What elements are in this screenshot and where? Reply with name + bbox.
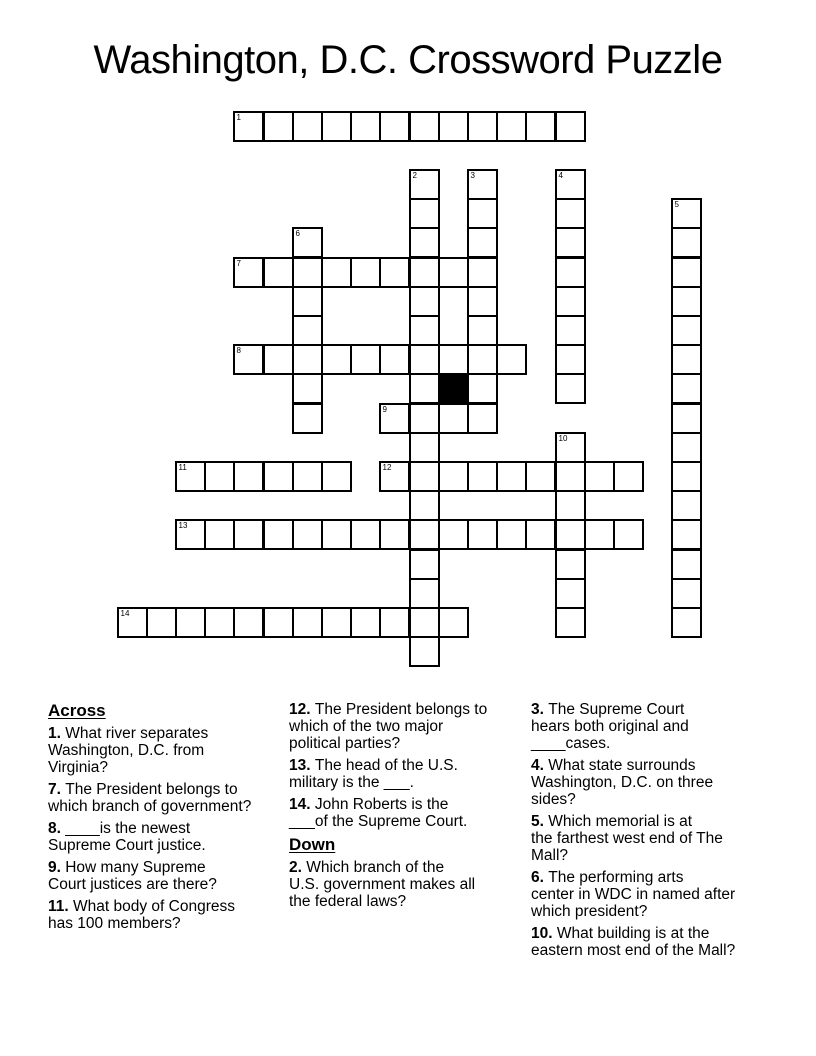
grid-cell[interactable] bbox=[292, 111, 323, 142]
cell-number: 10 bbox=[558, 434, 568, 443]
clue-3: 3. The Supreme Court hears both original and ____cases. bbox=[531, 701, 689, 752]
grid-cell[interactable] bbox=[467, 344, 498, 375]
clue-number: 6. bbox=[531, 869, 549, 886]
grid-cell[interactable] bbox=[263, 257, 294, 288]
grid-cell[interactable] bbox=[409, 461, 440, 492]
cell-number: 5 bbox=[674, 200, 679, 209]
grid-cell[interactable] bbox=[409, 607, 440, 638]
grid-cell[interactable] bbox=[438, 403, 469, 434]
clue-number: 9. bbox=[48, 859, 66, 876]
cell-number: 7 bbox=[236, 259, 241, 268]
clue-9: 9. How many Supreme Court justices are there? bbox=[48, 859, 217, 893]
grid-cell[interactable] bbox=[555, 227, 586, 258]
clue-number: 7. bbox=[48, 781, 66, 798]
clue-column-2 bbox=[289, 701, 539, 915]
black-cell bbox=[438, 373, 469, 404]
across-heading: Across bbox=[48, 701, 106, 720]
cell-number: 6 bbox=[295, 229, 300, 238]
grid-cell[interactable] bbox=[467, 257, 498, 288]
clue-number: 13. bbox=[289, 757, 315, 774]
clue-number: 10. bbox=[531, 925, 557, 942]
grid-cell[interactable] bbox=[379, 461, 410, 492]
cell-number: 3 bbox=[470, 171, 475, 180]
grid-cell[interactable] bbox=[613, 461, 644, 492]
grid-cell[interactable] bbox=[525, 111, 556, 142]
grid-cell[interactable] bbox=[146, 607, 177, 638]
grid-cell[interactable] bbox=[409, 490, 440, 521]
grid-cell[interactable] bbox=[233, 344, 264, 375]
grid-cell[interactable] bbox=[496, 111, 527, 142]
grid-cell[interactable] bbox=[409, 578, 440, 609]
clue-6: 6. The performing arts center in WDC in named after which president? bbox=[531, 869, 736, 920]
grid-cell[interactable] bbox=[321, 607, 352, 638]
grid-cell[interactable] bbox=[175, 519, 206, 550]
grid-cell[interactable] bbox=[233, 257, 264, 288]
grid-cell[interactable] bbox=[438, 111, 469, 142]
grid-cell[interactable] bbox=[671, 607, 702, 638]
grid-cell[interactable] bbox=[555, 607, 586, 638]
grid-cell[interactable] bbox=[350, 519, 381, 550]
grid-cell[interactable] bbox=[292, 315, 323, 346]
clue-column-3 bbox=[531, 701, 781, 964]
grid-cell[interactable] bbox=[204, 607, 235, 638]
grid-cell[interactable] bbox=[438, 257, 469, 288]
grid-cell[interactable] bbox=[263, 519, 294, 550]
clue-number: 8. bbox=[48, 820, 66, 837]
grid-cell[interactable] bbox=[233, 607, 264, 638]
grid-cell[interactable] bbox=[379, 111, 410, 142]
grid-cell[interactable] bbox=[117, 607, 148, 638]
grid-cell[interactable] bbox=[175, 461, 206, 492]
grid-cell[interactable] bbox=[292, 286, 323, 317]
cell-number: 8 bbox=[236, 346, 241, 355]
grid-cell[interactable] bbox=[555, 315, 586, 346]
clue-number: 12. bbox=[289, 701, 315, 718]
grid-cell[interactable] bbox=[555, 286, 586, 317]
grid-cell[interactable] bbox=[555, 490, 586, 521]
grid-cell[interactable] bbox=[555, 549, 586, 580]
grid-cell[interactable] bbox=[555, 373, 586, 404]
grid-cell[interactable] bbox=[409, 432, 440, 463]
grid-cell[interactable] bbox=[175, 607, 206, 638]
cell-number: 11 bbox=[178, 463, 187, 472]
clue-column-1 bbox=[48, 701, 298, 937]
clue-12: 12. The President belongs to which of the two major political parties? bbox=[289, 701, 488, 752]
grid-cell[interactable] bbox=[409, 257, 440, 288]
grid-cell[interactable] bbox=[409, 636, 440, 667]
grid-cell[interactable] bbox=[525, 519, 556, 550]
grid-cell[interactable] bbox=[555, 344, 586, 375]
grid-cell[interactable] bbox=[467, 519, 498, 550]
clue-number: 4. bbox=[531, 757, 549, 774]
grid-cell[interactable] bbox=[584, 519, 615, 550]
clues-section bbox=[0, 701, 816, 1001]
grid-cell[interactable] bbox=[671, 490, 702, 521]
grid-cell[interactable] bbox=[379, 607, 410, 638]
grid-cell[interactable] bbox=[671, 286, 702, 317]
grid-cell[interactable] bbox=[496, 519, 527, 550]
grid-cell[interactable] bbox=[292, 519, 323, 550]
cell-number: 13 bbox=[178, 521, 188, 530]
grid-cell[interactable] bbox=[671, 403, 702, 434]
grid-cell[interactable] bbox=[292, 373, 323, 404]
grid-cell[interactable] bbox=[555, 432, 586, 463]
cell-number: 14 bbox=[120, 609, 130, 618]
grid-cell[interactable] bbox=[555, 461, 586, 492]
grid-cell[interactable] bbox=[292, 461, 323, 492]
grid-cell[interactable] bbox=[379, 519, 410, 550]
grid-cell[interactable] bbox=[467, 403, 498, 434]
grid-cell[interactable] bbox=[671, 461, 702, 492]
grid-cell[interactable] bbox=[321, 519, 352, 550]
grid-cell[interactable] bbox=[263, 111, 294, 142]
grid-cell[interactable] bbox=[438, 461, 469, 492]
cell-number: 12 bbox=[382, 463, 392, 472]
grid-cell[interactable] bbox=[263, 607, 294, 638]
grid-cell[interactable] bbox=[467, 461, 498, 492]
down-heading: Down bbox=[289, 835, 336, 854]
clue-11: 11. What body of Congress has 100 members? bbox=[48, 898, 235, 932]
clue-2: 2. Which branch of the U.S. government makes all the federal laws? bbox=[289, 859, 476, 910]
grid-cell[interactable] bbox=[496, 344, 527, 375]
grid-cell[interactable] bbox=[350, 607, 381, 638]
cell-number: 2 bbox=[412, 171, 417, 180]
grid-cell[interactable] bbox=[496, 461, 527, 492]
grid-cell[interactable] bbox=[467, 111, 498, 142]
grid-cell[interactable] bbox=[409, 344, 440, 375]
grid-cell[interactable] bbox=[292, 257, 323, 288]
grid-cell[interactable] bbox=[467, 286, 498, 317]
grid-cell[interactable] bbox=[438, 344, 469, 375]
grid-cell[interactable] bbox=[292, 344, 323, 375]
clue-14: 14. John Roberts is the ___of the Supreme Court. bbox=[289, 796, 468, 830]
grid-cell[interactable] bbox=[292, 403, 323, 434]
grid-cell[interactable] bbox=[671, 432, 702, 463]
cell-number: 4 bbox=[558, 171, 563, 180]
grid-cell[interactable] bbox=[263, 344, 294, 375]
grid-cell[interactable] bbox=[233, 519, 264, 550]
grid-cell[interactable] bbox=[321, 344, 352, 375]
grid-cell[interactable] bbox=[409, 111, 440, 142]
grid-cell[interactable] bbox=[671, 344, 702, 375]
grid-cell[interactable] bbox=[555, 257, 586, 288]
grid-cell[interactable] bbox=[409, 198, 440, 229]
grid-cell[interactable] bbox=[555, 169, 586, 200]
clue-4: 4. What state surrounds Washington, D.C. on three sides? bbox=[531, 757, 714, 808]
grid-cell[interactable] bbox=[467, 227, 498, 258]
grid-cell[interactable] bbox=[671, 578, 702, 609]
grid-cell[interactable] bbox=[292, 227, 323, 258]
clue-8: 8. ____is the newest Supreme Court justice. bbox=[48, 820, 206, 854]
grid-cell[interactable] bbox=[555, 198, 586, 229]
clue-7: 7. The President belongs to which branch of government? bbox=[48, 781, 252, 815]
grid-cell[interactable] bbox=[467, 198, 498, 229]
clue-number: 5. bbox=[531, 813, 549, 830]
grid-cell[interactable] bbox=[379, 257, 410, 288]
grid-cell[interactable] bbox=[204, 519, 235, 550]
grid-cell[interactable] bbox=[350, 257, 381, 288]
grid-cell[interactable] bbox=[467, 373, 498, 404]
clue-5: 5. Which memorial is at the farthest west end of The Mall? bbox=[531, 813, 723, 864]
grid-cell[interactable] bbox=[350, 344, 381, 375]
grid-cell[interactable] bbox=[671, 257, 702, 288]
grid-cell[interactable] bbox=[438, 519, 469, 550]
grid-cell[interactable] bbox=[613, 519, 644, 550]
grid-cell[interactable] bbox=[438, 607, 469, 638]
clue-number: 1. bbox=[48, 725, 66, 742]
page-title: Washington, D.C. Crossword Puzzle bbox=[93, 38, 723, 82]
grid-cell[interactable] bbox=[263, 461, 294, 492]
grid-cell[interactable] bbox=[584, 461, 615, 492]
grid-cell[interactable] bbox=[409, 169, 440, 200]
clue-number: 3. bbox=[531, 701, 549, 718]
grid-cell[interactable] bbox=[409, 315, 440, 346]
clue-number: 11. bbox=[48, 898, 73, 915]
grid-cell[interactable] bbox=[555, 111, 586, 142]
grid-cell[interactable] bbox=[321, 111, 352, 142]
grid-cell[interactable] bbox=[409, 549, 440, 580]
grid-cell[interactable] bbox=[233, 111, 264, 142]
clue-1: 1. What river separates Washington, D.C. from Virginia? bbox=[48, 725, 209, 776]
grid-cell[interactable] bbox=[555, 578, 586, 609]
grid-cell[interactable] bbox=[321, 257, 352, 288]
grid-cell[interactable] bbox=[671, 373, 702, 404]
grid-cell[interactable] bbox=[671, 315, 702, 346]
grid-cell[interactable] bbox=[671, 227, 702, 258]
grid-cell[interactable] bbox=[467, 169, 498, 200]
clue-10: 10. What building is at the eastern most end of the Mall? bbox=[531, 925, 736, 959]
grid-cell[interactable] bbox=[409, 403, 440, 434]
grid-cell[interactable] bbox=[233, 461, 264, 492]
grid-cell[interactable] bbox=[525, 461, 556, 492]
grid-cell[interactable] bbox=[671, 198, 702, 229]
grid-cell[interactable] bbox=[292, 607, 323, 638]
grid-cell[interactable] bbox=[671, 549, 702, 580]
grid-cell[interactable] bbox=[555, 519, 586, 550]
clue-number: 2. bbox=[289, 859, 307, 876]
grid-cell[interactable] bbox=[671, 519, 702, 550]
grid-cell[interactable] bbox=[409, 519, 440, 550]
grid-cell[interactable] bbox=[409, 373, 440, 404]
grid-cell[interactable] bbox=[204, 461, 235, 492]
cell-number: 1 bbox=[236, 113, 241, 122]
cell-number: 9 bbox=[382, 405, 387, 414]
grid-cell[interactable] bbox=[409, 227, 440, 258]
clue-13: 13. The head of the U.S. military is the ___. bbox=[289, 757, 458, 791]
grid-cell[interactable] bbox=[379, 403, 410, 434]
grid-cell[interactable] bbox=[321, 461, 352, 492]
grid-cell[interactable] bbox=[467, 315, 498, 346]
grid-cell[interactable] bbox=[350, 111, 381, 142]
grid-cell[interactable] bbox=[409, 286, 440, 317]
clue-number: 14. bbox=[289, 796, 315, 813]
grid-cell[interactable] bbox=[379, 344, 410, 375]
